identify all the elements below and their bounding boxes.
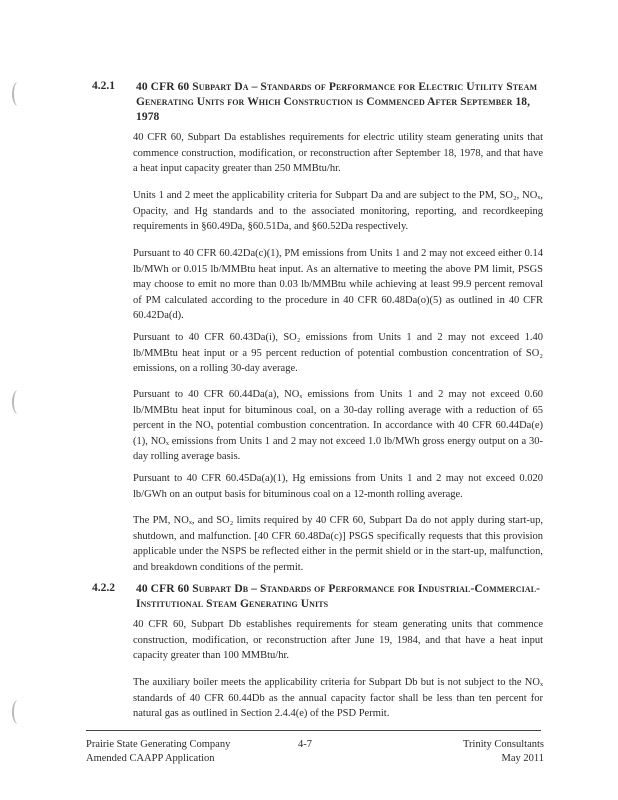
binder-hole-mark	[12, 82, 24, 106]
paragraph: 40 CFR 60, Subpart Db establishes requirements for steam generating units that commence construction, modification, or reconstruction after June 19, 1984, and that have a heat input capacity greater than 100 MMBtu/hr.	[133, 619, 543, 662]
footer-application: Amended CAAPP Application	[86, 753, 215, 764]
paragraph: Pursuant to 40 CFR 60.45Da(a)(1), Hg emissions from Units 1 and 2 may not exceed 0.020 lb/GWh on an output basis for bituminous coal on a 12-month rolling average.	[133, 473, 543, 500]
paragraph: Pursuant to 40 CFR 60.42Da(c)(1), PM emissions from Units 1 and 2 may not exceed either 0.14 lb/MWh or 0.015 lb/MMBtu heat input. As an alternative to meeting the above PM limit, PSGS may choose to emit no more than 0.03 lb/MMBtu while achieving at least 99.9 percent removal of PM calculated according to the procedure in 40 CFR 60.48Da(o)(5) as outlined in 40 CFR 60.42Da(d).	[133, 248, 543, 322]
footer-date: May 2011	[501, 753, 544, 764]
paragraph: The auxiliary boiler meets the applicability criteria for Subpart Db but is not subject to the NOₓ standards of 40 CFR 60.44Db as the annual capacity factor shall be less than ten percent for natural gas as outlined in Section 2.4.4(e) of the PSD Permit.	[133, 677, 543, 720]
footer-consultant: Trinity Consultants	[462, 739, 544, 750]
section-number: 4.2.1	[92, 80, 115, 92]
footer-company: Prairie State Generating Company	[86, 739, 231, 750]
paragraph: 40 CFR 60, Subpart Da establishes requirements for electric utility steam generating units that commence construction, modification, or reconstruction after September 18, 1978, and that have a heat input capacity greater than 250 MMBtu/hr.	[133, 132, 543, 175]
section-number: 4.2.2	[92, 582, 115, 594]
binder-hole-mark	[12, 390, 24, 414]
page-number: 4-7	[298, 739, 312, 750]
paragraph: Pursuant to 40 CFR 60.43Da(i), SO₂ emissions from Units 1 and 2 may not exceed 1.40 lb/MMBtu heat input or a 95 percent reduction of potential combustion concentration of SO₂ emissions, on a rolling 30-day average.	[133, 332, 543, 375]
paragraph: Units 1 and 2 meet the applicability criteria for Subpart Da and are subject to the PM, SO₂, NOₓ, Opacity, and Hg standards and to the associated monitoring, reporting, and recordkeeping requirements in §60.49Da, §60.51Da, and §60.52Da respectively.	[133, 190, 543, 233]
footer-rule	[86, 730, 541, 731]
paragraph: Pursuant to 40 CFR 60.44Da(a), NOₓ emissions from Units 1 and 2 may not exceed 0.60 lb/MMBtu heat input for bituminous coal, on a 30-day rolling average with a reduction of 65 percent in the NOₓ potential combustion concentration. In accordance with 40 CFR 60.44Da(e)(1), NOₓ emissions from Units 1 and 2 may not exceed 1.0 lb/MWh gross energy output on a 30-day rolling average basis.	[133, 389, 543, 463]
section-title: 40 CFR 60 Subpart Db – Standards of Performance for Industrial-Commercial-Institutional Steam Generating Units	[136, 583, 541, 610]
section-title: 40 CFR 60 Subpart Da – Standards of Performance for Electric Utility Steam Generating Units for Which Construction is Commenced After September 18, 1978	[136, 81, 538, 123]
paragraph: The PM, NOₓ, and SO₂ limits required by 40 CFR 60, Subpart Da do not apply during start-up, shutdown, and malfunction. [40 CFR 60.48Da(c)] PSGS specifically requests that this provision applicable under the NSPS be reflected either in the permit shield or in the start-up, malfunction, and breakdown conditions of the permit.	[133, 515, 543, 573]
binder-hole-mark	[12, 700, 24, 724]
